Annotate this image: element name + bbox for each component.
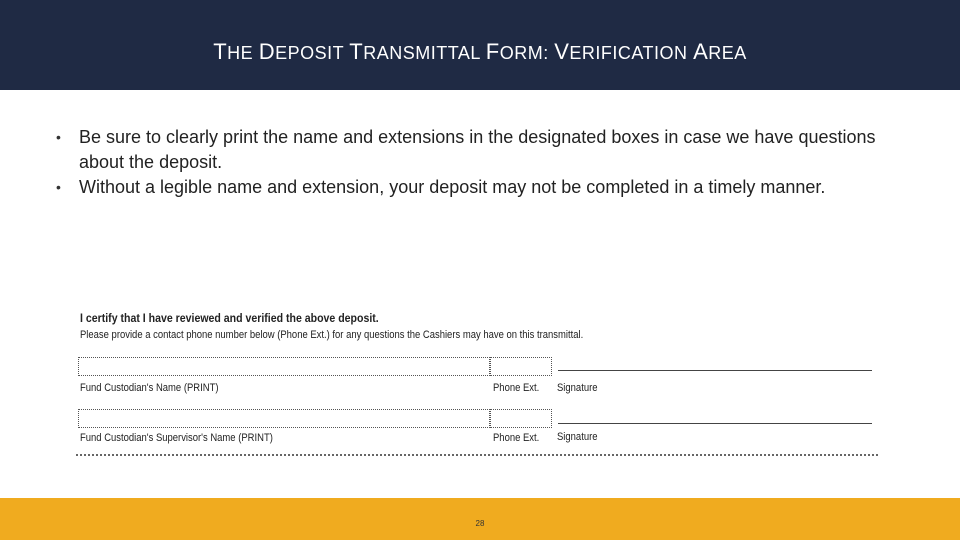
title-part: THE [213, 39, 259, 64]
certify-statement: I certify that I have reviewed and verified the above deposit. [80, 311, 379, 325]
bullet-list [56, 125, 896, 200]
footer-bar [0, 498, 960, 540]
supervisor-signature-line [558, 423, 872, 424]
supervisor-phone-box [490, 409, 552, 428]
bullet-dot-icon: • [56, 179, 61, 195]
title-part: AREA [693, 39, 747, 64]
supervisor-name-box [78, 409, 490, 428]
custodian-signature-line [558, 370, 872, 371]
title-bar [0, 0, 960, 90]
bullet-item [56, 175, 896, 200]
custodian-name-box [78, 357, 490, 376]
page-number: 28 [475, 519, 485, 528]
supervisor-name-label: Fund Custodian's Supervisor's Name (PRINT) [80, 432, 273, 444]
bullet-item [56, 125, 896, 175]
custodian-phone-label: Phone Ext. [493, 382, 540, 394]
verification-form-image [76, 308, 878, 458]
title-part: VERIFICATION [554, 39, 694, 64]
title-part: FORM: [485, 39, 555, 64]
custodian-name-label: Fund Custodian's Name (PRINT) [80, 382, 219, 394]
bullet-text: Without a legible name and extension, your deposit may not be completed in a timely manner. [79, 177, 826, 197]
title-part: TRANSMITTAL [349, 39, 486, 64]
title-part: DEPOSIT [258, 39, 350, 64]
bullet-text: Be sure to clearly print the name and extensions in the designated boxes in case we have questions about the deposit. [79, 127, 876, 172]
supervisor-signature-label: Signature [557, 431, 598, 443]
form-instructions: Please provide a contact phone number below (Phone Ext.) for any questions the Cashiers may have on this transmittal. [80, 329, 584, 341]
supervisor-phone-label: Phone Ext. [493, 432, 540, 444]
custodian-phone-box [490, 357, 552, 376]
form-bottom-divider [76, 454, 878, 456]
slide-title [213, 39, 747, 65]
custodian-signature-label: Signature [557, 382, 598, 394]
bullet-dot-icon: • [56, 129, 61, 145]
